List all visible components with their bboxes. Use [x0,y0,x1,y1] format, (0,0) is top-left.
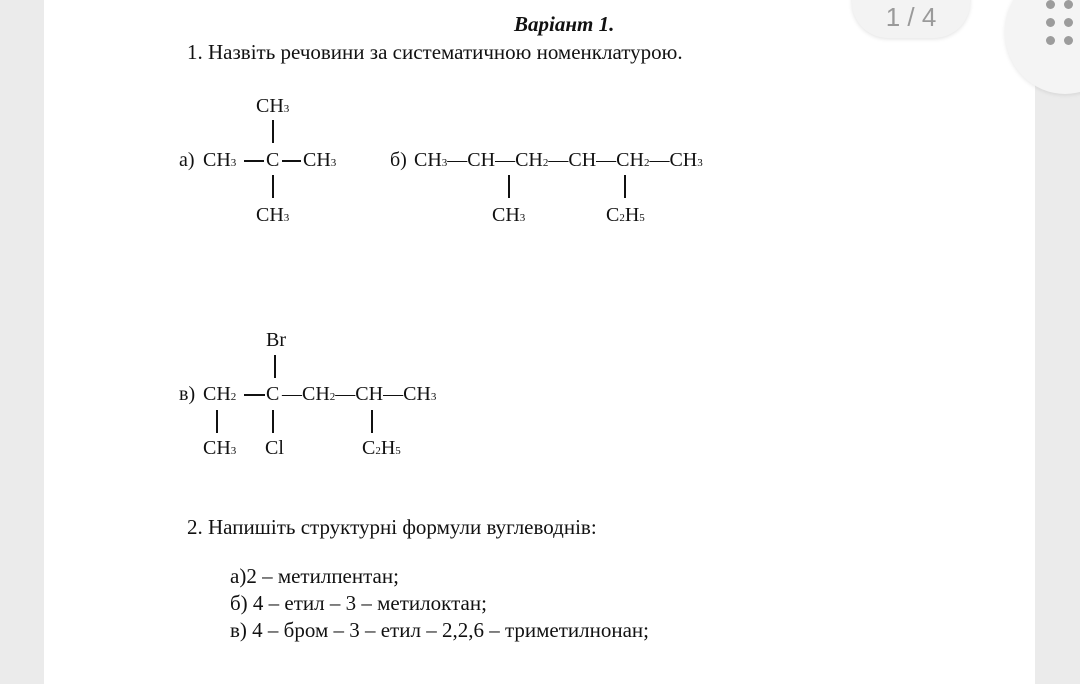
bond [624,175,626,198]
bond [274,355,276,378]
formula-a-c: C [266,149,280,171]
formula-a-top: CH3 [256,95,290,117]
task2-text: 2. Напишіть структурні формули вуглеводнів: [187,515,597,539]
task2-item-v: в) 4 – бром – 3 – етил – 2,2,6 – триметилнонан; [230,618,649,642]
bond [272,410,274,433]
formula-v-label: в) [179,383,196,405]
formula-b-branch-c2h5: C2H5 [606,204,645,226]
bond [244,394,265,396]
formula-a-ch3-left: CH3 [203,149,237,171]
formula-b-chain: CH3—CH—CH2—CH—CH2—CH3 [414,149,703,171]
bond [371,410,373,433]
formula-v-top-br: Br [266,329,286,351]
task2-item-a: а)2 – метилпентан; [230,564,399,588]
formula-v-c: C [266,383,280,405]
formula-v-chain: —CH2—CH—CH3 [282,383,437,405]
page-indicator-text: 1 / 4 [885,2,937,32]
page-indicator[interactable] [852,0,970,38]
task1-text: 1. Назвіть речовини за систематичною номенклатурою. [187,40,683,64]
formula-v-sub-cl: Cl [265,437,284,459]
formula-v-sub-ch3: CH3 [203,437,237,459]
formula-a-bottom: CH3 [256,204,290,226]
bond [282,160,301,162]
formula-a-label: а) [179,149,195,171]
document-page [44,0,1035,684]
formula-v-sub-c2h5: C2H5 [362,437,401,459]
variant-title: Варіант 1. [514,12,615,36]
bond [272,175,274,198]
bond [216,410,218,433]
formula-v-ch2: CH2 [203,383,237,405]
formula-b-label: б) [390,149,407,171]
formula-b-branch-ch3: CH3 [492,204,526,226]
formula-a-ch3-right: CH3 [303,149,337,171]
bond [272,120,274,143]
bond [508,175,510,198]
task2-item-b: б) 4 – етил – 3 – метилоктан; [230,591,487,615]
bond [244,160,264,162]
